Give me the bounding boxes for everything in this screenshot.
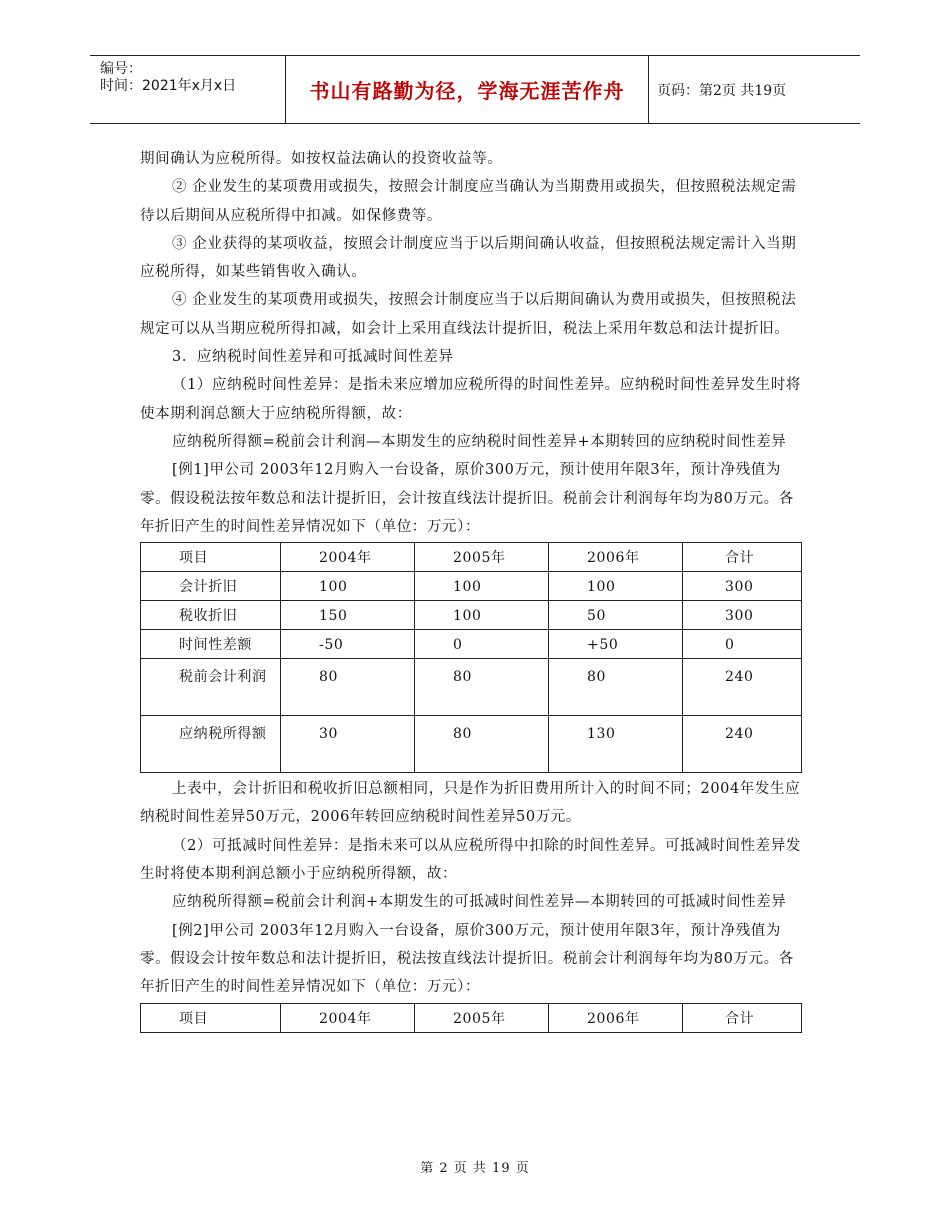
table-cell: -50 (281, 630, 415, 659)
number-label: 编号： (100, 61, 142, 77)
table-cell: 80 (415, 716, 549, 773)
table-cell: 240 (683, 716, 802, 773)
table-cell: +50 (549, 630, 683, 659)
header-page-info: 页码：第2页 共19页 (657, 82, 787, 99)
table-cell: 100 (415, 572, 549, 601)
table-cell: 80 (549, 659, 683, 716)
table-cell: 0 (683, 630, 802, 659)
table-header-cell: 合计 (683, 1003, 802, 1032)
table-cell: 100 (415, 601, 549, 630)
table-cell: 30 (281, 716, 415, 773)
table-header-row (141, 543, 802, 572)
table-cell: 0 (415, 630, 549, 659)
section-heading: 3．应纳税时间性差异和可抵减时间性差异 (172, 349, 454, 366)
table-header-cell: 2005年 (415, 1003, 549, 1032)
table-row (141, 601, 802, 630)
table-row (141, 659, 802, 716)
paragraph: （2）可抵减时间性差异：是指未来可以从应税所得中扣除的时间性差异。可抵减时间性差异发生时将使本期利润总额小于应纳税所得额，故： (140, 837, 801, 883)
table-row-label: 会计折旧 (141, 572, 281, 601)
table-cell: 80 (415, 659, 549, 716)
table-row (141, 630, 802, 659)
example-text: [例2]甲公司 2003年12月购入一台设备，原价300万元，预计使用年限3年，预计净残值为零。假设会计按年数总和法计提折旧，税法按直线法计提折旧。税前会计利润每年均为80万元。各年折旧产生的时间性差异情况如下（单位：万元）： (140, 922, 794, 996)
paragraph: 期间确认为应税所得。如按权益法确认的投资收益等。 (140, 151, 503, 167)
depreciation-table-1 (140, 542, 802, 773)
table-header-cell: 2004年 (281, 543, 415, 572)
example-text: [例1]甲公司 2003年12月购入一台设备，原价300万元，预计使用年限3年，预计净残值为零。假设税法按年数总和法计提折旧，会计按直线法计提折旧。税前会计利润每年均为80万元。各年折旧产生的时间性差异情况如下（单位：万元）： (140, 462, 794, 535)
paragraph: （1）应纳税时间性差异：是指未来应增加应税所得的时间性差异。应纳税时间性差异发生时将使本期利润总额大于应纳税所得额，故： (140, 377, 801, 422)
table-header-cell: 项目 (141, 1003, 281, 1032)
table-cell: 130 (549, 716, 683, 773)
formula: 应纳税所得额=税前会计利润+本期发生的可抵减时间性差异—本期转回的可抵减时间性差异 (172, 894, 787, 911)
table-cell: 300 (683, 572, 802, 601)
paragraph: ② 企业发生的某项费用或损失，按照会计制度应当确认为当期费用或损失，但按照税法规定需待以后期间从应税所得中扣减。如保修费等。 (140, 179, 797, 224)
document-body (140, 145, 805, 1035)
table-row-label: 时间性差额 (141, 630, 281, 659)
table-cell: 100 (281, 572, 415, 601)
table-header-row (141, 1003, 802, 1032)
page-footer: 第 2 页 共 19 页 (420, 1161, 530, 1176)
table-header-cell: 项目 (141, 543, 281, 572)
header-motto: 书山有路勤为径，学海无涯苦作舟 (286, 56, 649, 123)
table-header-cell: 合计 (683, 543, 802, 572)
table-cell: 300 (683, 601, 802, 630)
table-header-cell: 2004年 (281, 1003, 415, 1032)
table-row (141, 716, 802, 773)
paragraph: ③ 企业获得的某项收益，按照会计制度应当于以后期间确认收益，但按照税法规定需计入当期应税所得，如某些销售收入确认。 (140, 235, 797, 281)
formula: 应纳税所得额=税前会计利润—本期发生的应纳税时间性差异+本期转回的应纳税时间性差异 (172, 433, 787, 450)
page-header (90, 55, 860, 124)
depreciation-table-2 (140, 1003, 802, 1033)
time-label: 时间：2021年x月x日 (100, 78, 237, 94)
table-row-label: 税前会计利润 (141, 659, 281, 716)
table-cell: 240 (683, 659, 802, 716)
table-cell: 150 (281, 601, 415, 630)
table-header-cell: 2006年 (549, 543, 683, 572)
table-cell: 80 (281, 659, 415, 716)
table-row-label: 税收折旧 (141, 601, 281, 630)
table-header-cell: 2006年 (549, 1003, 683, 1032)
table-row-label: 应纳税所得额 (141, 716, 281, 773)
paragraph: ④ 企业发生的某项费用或损失，按照会计制度应当于以后期间确认为费用或损失，但按照税法规定可以从当期应税所得扣减，如会计上采用直线法计提折旧，税法上采用年数总和法计提折旧。 (140, 292, 797, 337)
table-header-cell: 2005年 (415, 543, 549, 572)
paragraph: 上表中，会计折旧和税收折旧总额相同，只是作为折旧费用所计入的时间不同；2004年发生应纳税时间性差异50万元，2006年转回应纳税时间性差异50万元。 (140, 781, 801, 826)
table-row (141, 572, 802, 601)
table-cell: 50 (549, 601, 683, 630)
table-cell: 100 (549, 572, 683, 601)
header-meta (90, 56, 286, 123)
